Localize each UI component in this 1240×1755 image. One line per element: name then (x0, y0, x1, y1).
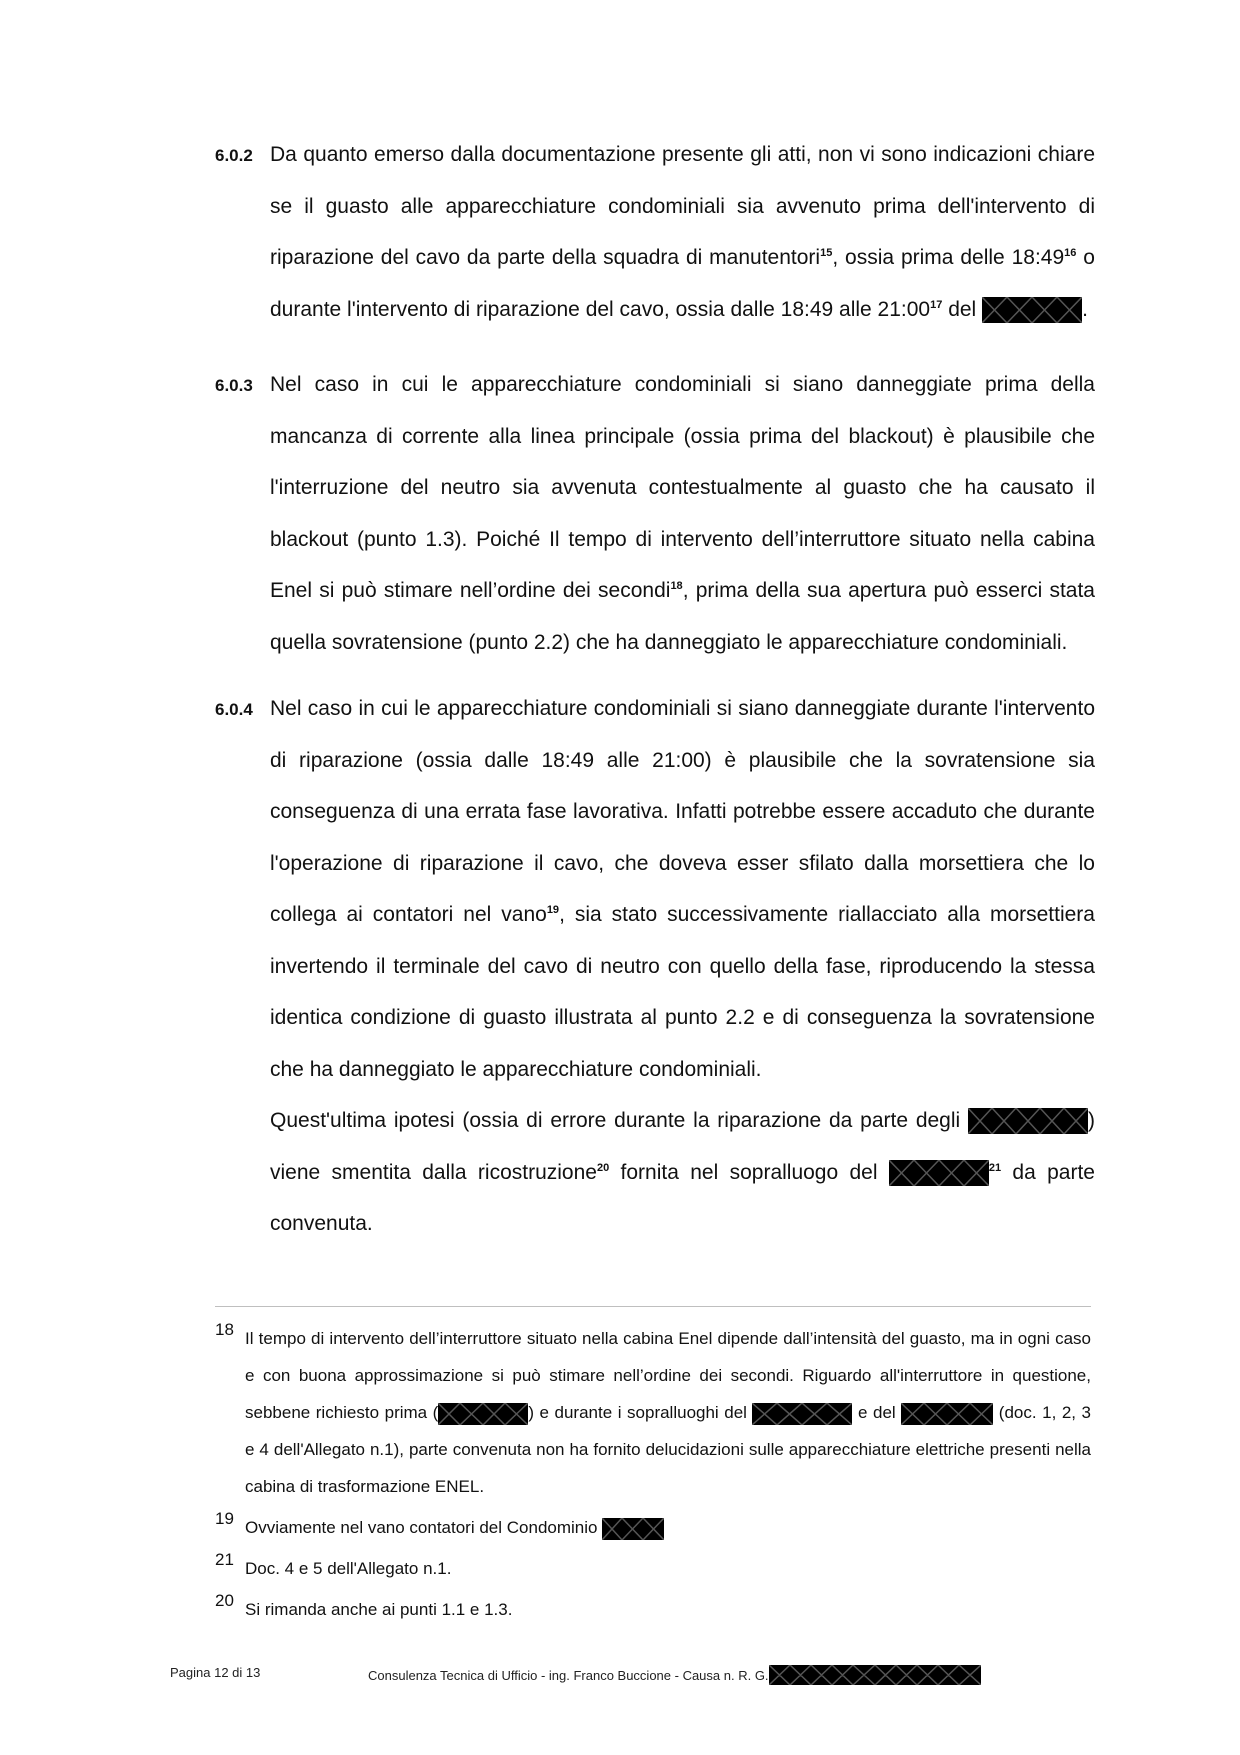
paragraph-body (270, 129, 1095, 335)
footnote-number: 18 (215, 1320, 234, 1339)
page-number: Pagina 12 di 13 (170, 1665, 261, 1680)
paragraph-text: Da quanto emerso dalla documentazione presente gli atti, non vi sono indicazioni chiare se il guasto alle apparecchiature condominiali sia avvenuto prima dell'intervento di riparazione del cavo da parte della squadra di manutentori (270, 143, 1095, 269)
paragraph-text: del (942, 297, 983, 321)
footnote-text (245, 1509, 1091, 1546)
redaction-box (438, 1403, 528, 1425)
redaction-box (769, 1665, 981, 1685)
redaction-box (889, 1160, 989, 1186)
footnote-ref: 16 (1064, 247, 1077, 259)
footnote-separator (215, 1306, 1091, 1307)
footnote-ref: 18 (670, 580, 683, 592)
paragraph-number: 6.0.4 (215, 700, 253, 719)
footnote-ref: 19 (546, 904, 560, 916)
redaction-box (968, 1108, 1088, 1134)
paragraph-text: Quest'ultima ipotesi (ossia di errore durante la riparazione da parte degli (270, 1109, 968, 1132)
footnote-item (215, 1509, 1091, 1546)
footnote-text-part: Il tempo di intervento dell’interruttore situato nella cabina Enel dipende dall’intensità del guasto, ma in ogni caso e con buona approssimazione si può stimare nell’ordine dei secondi. Riguardo all'interruttore in questione, sebbene richiesto prima ( (245, 1329, 1091, 1422)
redaction-box (901, 1403, 993, 1425)
paragraph-text: , sia stato successivamente riallacciato alla morsettiera invertendo il terminale del cavo di neutro con quello della fase, riproducendo la stessa identica condizione di guasto illustrata al punto 2.2 e di conseguenza la sovratensione che ha danneggiato le apparecchiature condominiali. (270, 903, 1095, 1081)
footnote-item (215, 1320, 1091, 1505)
footnote-ref: 20 (596, 1161, 610, 1174)
paragraph-number: 6.0.3 (215, 376, 253, 395)
paragraph-text: o durante l'intervento di riparazione del cavo, ossia dalle 18:49 alle 21:00 (270, 246, 1095, 321)
footnote-text-part: e del (852, 1403, 902, 1422)
footer-text (368, 1665, 981, 1685)
footnote-text: Si rimanda anche ai punti 1.1 e 1.3. (245, 1600, 513, 1619)
footnote-item (215, 1591, 1091, 1628)
footnote-ref: 15 (820, 247, 833, 259)
paragraph-text: . (1082, 297, 1088, 321)
footnote-text-part: Ovviamente nel vano contatori del Condominio (245, 1518, 603, 1537)
footnotes (215, 1320, 1091, 1632)
paragraph-number: 6.0.2 (215, 146, 253, 165)
footnote-ref: 21 (988, 1161, 1002, 1174)
footnote-text-part: ) e durante i sopralluoghi del (528, 1403, 753, 1422)
redaction-box (752, 1403, 852, 1425)
redaction-box (982, 297, 1082, 323)
redaction-box (602, 1518, 664, 1540)
paragraph-text: fornita nel sopralluogo del (609, 1160, 889, 1184)
footnote-text (245, 1320, 1091, 1505)
paragraph-6-0-4 (215, 697, 1095, 1250)
paragraph-text: da parte convenuta. (270, 1160, 1095, 1235)
paragraph-text: ) viene smentita dalla ricostruzione (270, 1109, 1095, 1184)
paragraph-body (270, 683, 1095, 1250)
paragraph-text: , prima della sua apertura può esserci stata quella sovratensione (punto 2.2) che ha danneggiato le apparecchiature condominiali. (270, 579, 1095, 654)
paragraph-text: , ossia prima delle 18:49 (832, 246, 1065, 269)
paragraph-6-0-2 (215, 143, 1095, 335)
footnote-number: 21 (215, 1550, 234, 1569)
paragraph-body (270, 359, 1095, 668)
paragraph-text: Nel caso in cui le apparecchiature condominiali si siano danneggiate durante l'intervento di riparazione (ossia dalle 18:49 alle 21:00) è plausibile che la sovratensione sia conseguenza di una errata fase lavorativa. Infatti potrebbe essere accaduto che durante l'operazione di riparazione il cavo, che doveva esser sfilato dalla morsettiera che lo collega ai contatori nel vano (270, 697, 1095, 926)
paragraph-6-0-3 (215, 373, 1095, 668)
footnote-number: 20 (215, 1591, 234, 1610)
footnote-item (215, 1550, 1091, 1587)
footer-text-label: Consulenza Tecnica di Ufficio - ing. Franco Buccione - Causa n. R. G. (368, 1668, 769, 1683)
footnote-ref: 17 (930, 298, 943, 311)
footnote-number: 19 (215, 1509, 234, 1528)
footnote-text-part: (doc. 1, 2, 3 e 4 dell'Allegato n.1), parte convenuta non ha fornito delucidazioni sulle apparecchiature elettriche presenti nella cabina di trasformazione ENEL. (245, 1403, 1092, 1496)
paragraph-text: Nel caso in cui le apparecchiature condominiali si siano danneggiate prima della mancanza di corrente alla linea principale (ossia prima del blackout) è plausibile che l'interruzione del neutro sia avvenuta contestualmente al guasto che ha causato il blackout (punto 1.3). Poiché Il tempo di intervento dell’interruttore situato nella cabina Enel si può stimare nell’ordine dei secondi (270, 373, 1095, 602)
footnote-text: Doc. 4 e 5 dell'Allegato n.1. (245, 1559, 452, 1578)
